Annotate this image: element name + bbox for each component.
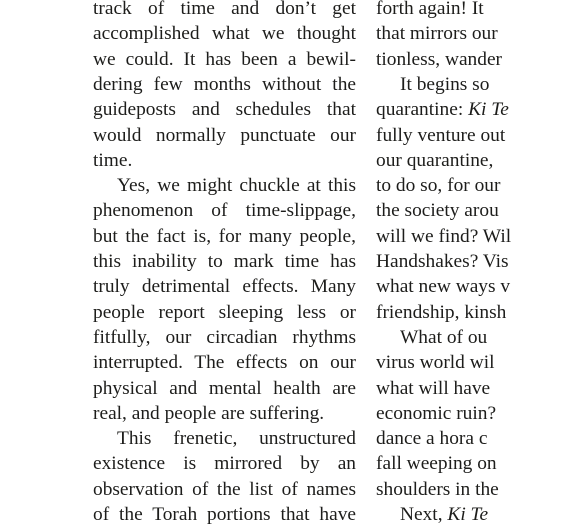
text-span: quarantine: [376, 99, 469, 121]
text-line [376, 249, 509, 275]
text-line: truly detrimental effects. Many [93, 276, 356, 298]
italic-text: Ki Te [447, 504, 489, 525]
text-span: friendship, kinsh [376, 301, 507, 323]
text-line [376, 72, 489, 98]
text-span: forth again! It [376, 0, 484, 19]
text-span: shoulders in the [376, 478, 499, 500]
text-span: virus world wil [376, 352, 495, 374]
text-span: that mirrors our [376, 23, 498, 45]
text-line: real, and people are suffering. [93, 402, 325, 424]
text-line: track of time and don’t get [93, 0, 356, 19]
text-span: What of ou [400, 326, 488, 348]
text-line: of the Torah portions that have [93, 504, 356, 525]
text-line [376, 401, 496, 427]
text-line [376, 274, 510, 300]
text-line: accomplished what we thought [93, 23, 356, 45]
text-line: interrupted. The effects on our [93, 352, 356, 374]
text-span: our quarantine, [376, 149, 494, 171]
text-line [376, 173, 500, 199]
text-line [376, 300, 506, 326]
text-line: would normally punctuate our [93, 124, 356, 146]
text-line: but the fact is, for many people, [93, 225, 356, 247]
text-line [376, 198, 499, 224]
text-span: fully venture out [376, 124, 506, 146]
text-span: what will have [376, 377, 491, 399]
text-line: guideposts and schedules that [93, 99, 356, 121]
text-line: dering few months without the [93, 73, 356, 95]
text-line [376, 0, 484, 22]
text-line: This frenetic, unstructured [117, 428, 356, 450]
text-line [376, 123, 505, 149]
text-span: Handshakes? Vis [376, 251, 509, 272]
text-line: phenomenon of time-slippage, [93, 200, 356, 222]
text-line: time. [93, 149, 133, 171]
text-span: will we find? Wil [376, 225, 512, 247]
text-span: Next, [400, 504, 448, 525]
text-line: existence is mirrored by an [93, 453, 356, 475]
text-line: we could. It has been a bewil- [93, 48, 356, 70]
text-span: the society arou [376, 200, 499, 222]
text-span: dance a hora c [376, 428, 488, 450]
text-line [376, 21, 498, 47]
text-line: physical and mental health are [93, 377, 356, 399]
text-line: people report sleeping less or [93, 301, 356, 323]
text-span: economic ruin? [376, 402, 497, 424]
text-line [376, 97, 509, 123]
text-span: It begins so [400, 73, 490, 95]
text-line [376, 224, 511, 250]
italic-text: Ki Te [468, 99, 509, 121]
text-line [376, 47, 502, 73]
text-span: tionless, wander [376, 48, 503, 70]
text-span: what new ways v [376, 276, 511, 298]
text-line: fitfully, our circadian rhythms [93, 326, 356, 348]
text-line: Yes, we might chuckle at this [117, 175, 356, 197]
text-line [376, 426, 487, 452]
text-line [376, 477, 499, 503]
text-line: this inability to mark time has [93, 251, 356, 272]
text-line [376, 325, 487, 351]
text-span: to do so, for our [376, 175, 501, 197]
text-line [376, 502, 488, 528]
text-line [376, 376, 490, 402]
text-line: observation of the list of names [93, 478, 356, 500]
text-line [376, 350, 495, 376]
text-span: fall weeping on [376, 453, 497, 475]
text-line [376, 451, 497, 477]
text-line [376, 148, 493, 174]
